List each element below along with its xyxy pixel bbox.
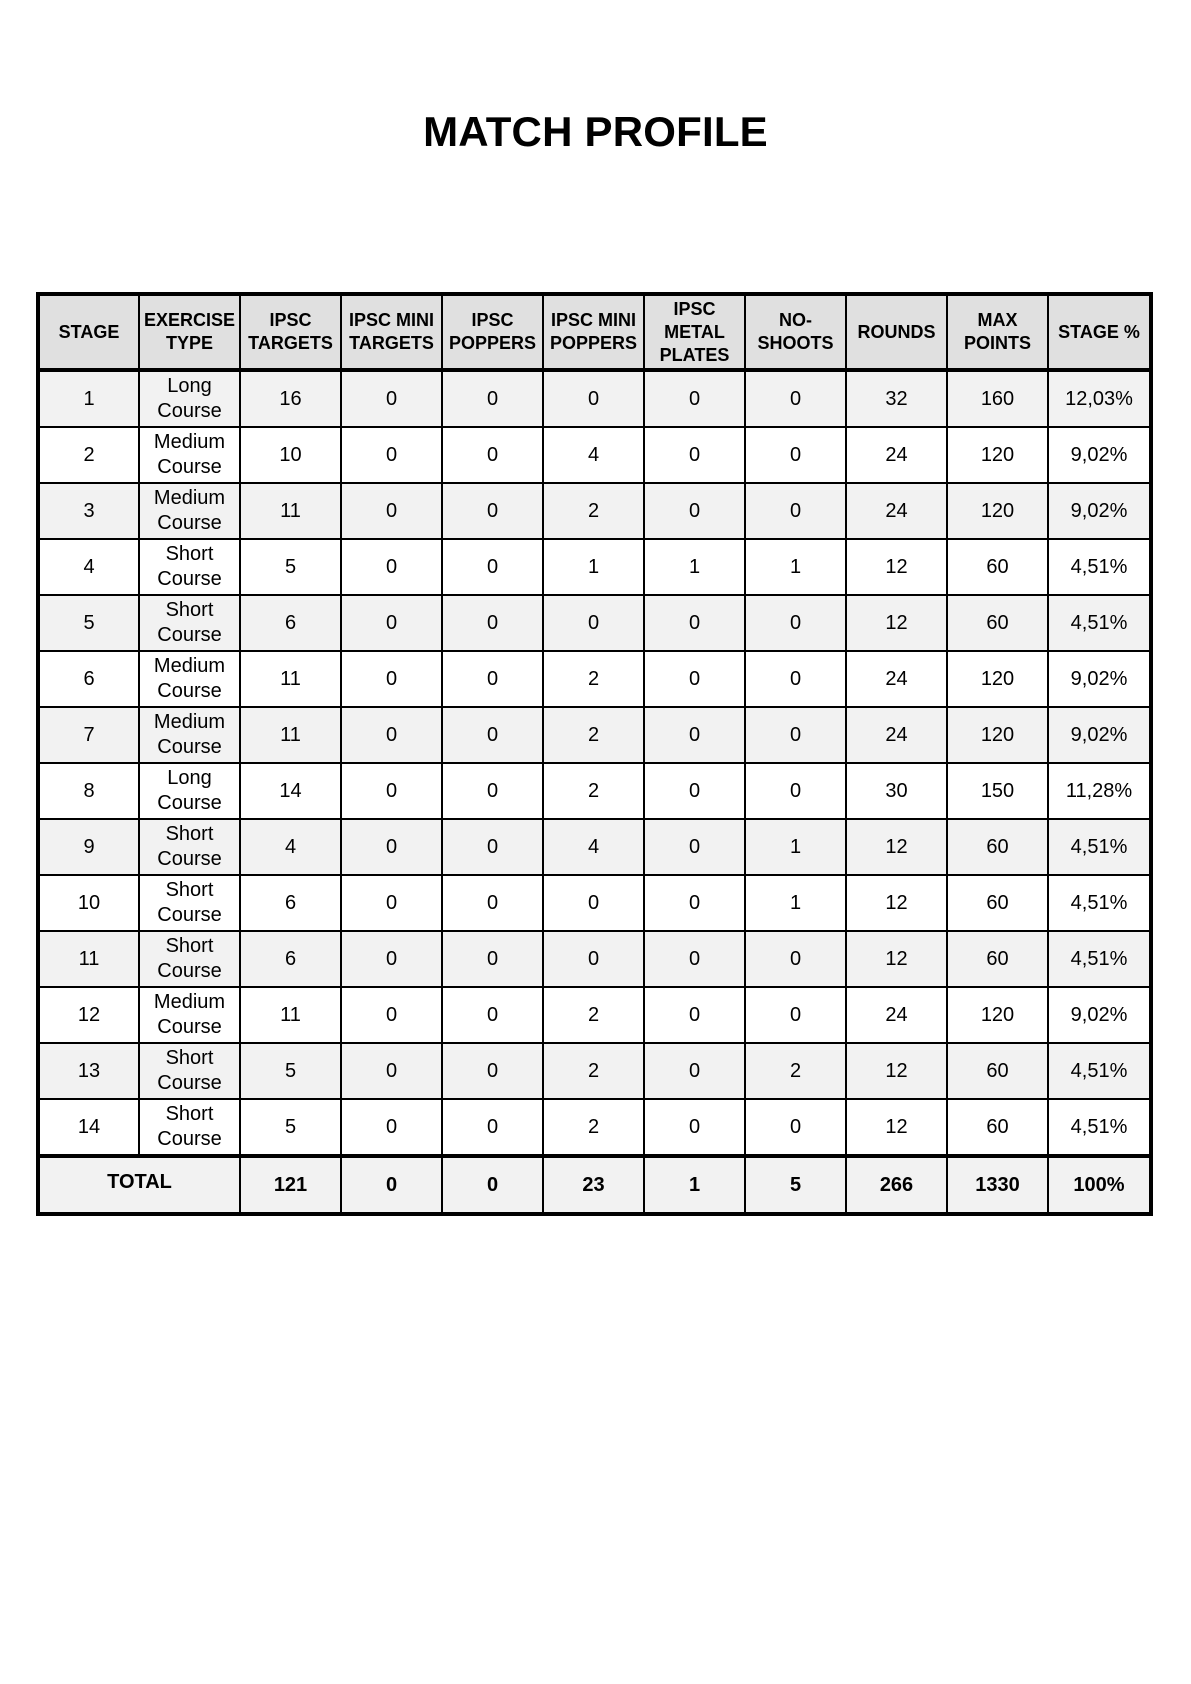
ipsc-metal-plates-cell: 0: [644, 370, 745, 427]
exercise-type-line: Short: [165, 1103, 214, 1125]
rounds-cell: 12: [846, 875, 947, 931]
ipsc-targets-cell: 5: [240, 539, 341, 595]
column-header-line: IPSC MINI: [550, 310, 636, 330]
exercise-type-line: Course: [157, 904, 222, 926]
ipsc-mini-poppers-cell: 2: [543, 987, 644, 1043]
ipsc-metal-plates-cell: 0: [644, 651, 745, 707]
table-row: [38, 931, 1151, 987]
exercise-type-cell: [139, 763, 240, 819]
no-shoots-cell: 0: [745, 427, 846, 483]
rounds-cell: 30: [846, 763, 947, 819]
column-header-line: MAX: [977, 310, 1018, 330]
total-ipsc-mini-poppers: 23: [543, 1156, 644, 1214]
ipsc-targets-cell: 11: [240, 987, 341, 1043]
max-points-cell: 120: [947, 427, 1048, 483]
ipsc-poppers-cell: 0: [442, 427, 543, 483]
stage-cell: 13: [38, 1043, 139, 1099]
match-profile-table: [36, 292, 1153, 1216]
exercise-type-line: Short: [165, 1047, 214, 1069]
total-row: [38, 1156, 1151, 1214]
ipsc-mini-poppers-cell: 4: [543, 427, 644, 483]
column-header-line: IPSC MINI: [348, 310, 434, 330]
exercise-type-line: Course: [157, 736, 222, 758]
column-header: [846, 294, 947, 370]
ipsc-targets-cell: 6: [240, 875, 341, 931]
rounds-cell: 24: [846, 427, 947, 483]
max-points-cell: 120: [947, 651, 1048, 707]
exercise-type-line: Course: [157, 1016, 222, 1038]
column-header-line: EXERCISE: [143, 310, 236, 330]
ipsc-targets-cell: 14: [240, 763, 341, 819]
total-ipsc-metal-plates: 1: [644, 1156, 745, 1214]
ipsc-mini-poppers-cell: 2: [543, 483, 644, 539]
ipsc-poppers-cell: 0: [442, 707, 543, 763]
ipsc-poppers-cell: 0: [442, 931, 543, 987]
no-shoots-cell: 0: [745, 763, 846, 819]
column-header-line: IPSC: [673, 298, 716, 319]
ipsc-metal-plates-cell: 0: [644, 1043, 745, 1099]
exercise-type-line: Medium: [153, 431, 226, 453]
exercise-type-line: Course: [157, 1128, 222, 1150]
rounds-cell: 12: [846, 1043, 947, 1099]
stage-cell: 11: [38, 931, 139, 987]
exercise-type-line: Short: [165, 879, 214, 901]
ipsc-mini-targets-cell: 0: [341, 987, 442, 1043]
ipsc-targets-cell: 11: [240, 483, 341, 539]
stage-cell: 9: [38, 819, 139, 875]
stage-percent-cell: 9,02%: [1048, 707, 1151, 763]
ipsc-metal-plates-cell: 0: [644, 427, 745, 483]
ipsc-metal-plates-cell: 0: [644, 483, 745, 539]
max-points-cell: 120: [947, 483, 1048, 539]
table-row: [38, 987, 1151, 1043]
no-shoots-cell: 0: [745, 931, 846, 987]
ipsc-mini-poppers-cell: 0: [543, 931, 644, 987]
stage-cell: 3: [38, 483, 139, 539]
rounds-cell: 12: [846, 595, 947, 651]
ipsc-mini-targets-cell: 0: [341, 539, 442, 595]
table-row: [38, 1043, 1151, 1099]
stage-percent-cell: 4,51%: [1048, 1099, 1151, 1156]
ipsc-mini-targets-cell: 0: [341, 875, 442, 931]
total-ipsc-targets: 121: [240, 1156, 341, 1214]
max-points-cell: 60: [947, 595, 1048, 651]
stage-percent-cell: 4,51%: [1048, 931, 1151, 987]
rounds-cell: 24: [846, 987, 947, 1043]
rounds-cell: 12: [846, 539, 947, 595]
max-points-cell: 150: [947, 763, 1048, 819]
column-header-line: NO-: [779, 310, 812, 330]
total-stage-percent: 100%: [1048, 1156, 1151, 1214]
column-header-line: ROUNDS: [857, 321, 936, 342]
column-header-line: STAGE %: [1058, 321, 1140, 342]
stage-cell: 1: [38, 370, 139, 427]
no-shoots-cell: 0: [745, 370, 846, 427]
max-points-cell: 60: [947, 539, 1048, 595]
ipsc-mini-targets-cell: 0: [341, 483, 442, 539]
max-points-cell: 60: [947, 931, 1048, 987]
table-row: [38, 539, 1151, 595]
ipsc-metal-plates-cell: 0: [644, 875, 745, 931]
no-shoots-cell: 2: [745, 1043, 846, 1099]
rounds-cell: 32: [846, 370, 947, 427]
ipsc-mini-targets-cell: 0: [341, 595, 442, 651]
exercise-type-cell: [139, 819, 240, 875]
ipsc-mini-targets-cell: 0: [341, 763, 442, 819]
stage-cell: 14: [38, 1099, 139, 1156]
exercise-type-line: Course: [157, 960, 222, 982]
column-header-line: POINTS: [963, 333, 1031, 353]
ipsc-targets-cell: 10: [240, 427, 341, 483]
ipsc-poppers-cell: 0: [442, 1043, 543, 1099]
table-footer: [38, 1156, 1151, 1214]
ipsc-targets-cell: 5: [240, 1043, 341, 1099]
ipsc-metal-plates-cell: 1: [644, 539, 745, 595]
rounds-cell: 12: [846, 1099, 947, 1156]
stage-cell: 12: [38, 987, 139, 1043]
ipsc-mini-poppers-cell: 2: [543, 1043, 644, 1099]
ipsc-mini-targets-cell: 0: [341, 1099, 442, 1156]
ipsc-mini-targets-cell: 0: [341, 651, 442, 707]
exercise-type-line: Course: [157, 568, 222, 590]
ipsc-mini-targets-cell: 0: [341, 370, 442, 427]
column-header-line: STAGE: [58, 321, 120, 342]
column-header: [947, 294, 1048, 370]
ipsc-mini-poppers-cell: 2: [543, 763, 644, 819]
max-points-cell: 120: [947, 987, 1048, 1043]
stage-cell: 6: [38, 651, 139, 707]
ipsc-mini-targets-cell: 0: [341, 707, 442, 763]
column-header: [543, 294, 644, 370]
ipsc-targets-cell: 6: [240, 595, 341, 651]
column-header-line: POPPERS: [448, 333, 537, 353]
table-row: [38, 707, 1151, 763]
exercise-type-line: Medium: [153, 487, 226, 509]
column-header: [240, 294, 341, 370]
total-label: TOTAL: [107, 1170, 172, 1193]
stage-cell: 10: [38, 875, 139, 931]
stage-cell: 7: [38, 707, 139, 763]
ipsc-mini-poppers-cell: 2: [543, 707, 644, 763]
max-points-cell: 60: [947, 1043, 1048, 1099]
table-row: [38, 1099, 1151, 1156]
exercise-type-line: Course: [157, 400, 222, 422]
ipsc-targets-cell: 6: [240, 931, 341, 987]
column-header: [644, 294, 745, 370]
total-ipsc-poppers: 0: [442, 1156, 543, 1214]
table-row: [38, 819, 1151, 875]
rounds-cell: 24: [846, 707, 947, 763]
ipsc-mini-poppers-cell: 2: [543, 651, 644, 707]
exercise-type-cell: [139, 539, 240, 595]
total-label-cell: [38, 1156, 240, 1214]
stage-percent-cell: 4,51%: [1048, 595, 1151, 651]
exercise-type-line: Long: [167, 767, 212, 789]
exercise-type-cell: [139, 987, 240, 1043]
column-header: [745, 294, 846, 370]
exercise-type-line: Course: [157, 792, 222, 814]
total-ipsc-mini-targets: 0: [341, 1156, 442, 1214]
ipsc-targets-cell: 16: [240, 370, 341, 427]
stage-cell: 4: [38, 539, 139, 595]
table-header: [38, 294, 1151, 370]
max-points-cell: 160: [947, 370, 1048, 427]
exercise-type-cell: [139, 875, 240, 931]
max-points-cell: 60: [947, 875, 1048, 931]
column-header: [38, 294, 139, 370]
page-title: MATCH PROFILE: [423, 108, 768, 155]
column-header: [341, 294, 442, 370]
ipsc-metal-plates-cell: 0: [644, 763, 745, 819]
ipsc-mini-targets-cell: 0: [341, 427, 442, 483]
ipsc-mini-poppers-cell: 0: [543, 875, 644, 931]
ipsc-metal-plates-cell: 0: [644, 931, 745, 987]
ipsc-targets-cell: 11: [240, 651, 341, 707]
exercise-type-cell: [139, 427, 240, 483]
stage-percent-cell: 4,51%: [1048, 1043, 1151, 1099]
exercise-type-cell: [139, 1099, 240, 1156]
header-row: [38, 294, 1151, 370]
table-row: [38, 483, 1151, 539]
total-rounds: 266: [846, 1156, 947, 1214]
exercise-type-cell: [139, 595, 240, 651]
no-shoots-cell: 0: [745, 651, 846, 707]
total-max-points: 1330: [947, 1156, 1048, 1214]
exercise-type-cell: [139, 483, 240, 539]
column-header-line: TYPE: [165, 333, 213, 353]
ipsc-poppers-cell: 0: [442, 763, 543, 819]
stage-percent-cell: 9,02%: [1048, 427, 1151, 483]
column-header: [442, 294, 543, 370]
exercise-type-line: Short: [165, 935, 214, 957]
stage-percent-cell: 9,02%: [1048, 651, 1151, 707]
exercise-type-cell: [139, 931, 240, 987]
ipsc-metal-plates-cell: 0: [644, 707, 745, 763]
ipsc-mini-poppers-cell: 0: [543, 370, 644, 427]
ipsc-metal-plates-cell: 0: [644, 987, 745, 1043]
stage-cell: 2: [38, 427, 139, 483]
no-shoots-cell: 0: [745, 483, 846, 539]
stage-percent-cell: 4,51%: [1048, 539, 1151, 595]
exercise-type-cell: [139, 1043, 240, 1099]
ipsc-mini-targets-cell: 0: [341, 931, 442, 987]
ipsc-mini-poppers-cell: 1: [543, 539, 644, 595]
exercise-type-cell: [139, 651, 240, 707]
exercise-type-line: Course: [157, 680, 222, 702]
exercise-type-line: Medium: [153, 991, 226, 1013]
exercise-type-cell: [139, 707, 240, 763]
ipsc-poppers-cell: 0: [442, 651, 543, 707]
ipsc-targets-cell: 11: [240, 707, 341, 763]
ipsc-poppers-cell: 0: [442, 539, 543, 595]
table-row: [38, 370, 1151, 427]
column-header-line: POPPERS: [549, 333, 638, 353]
column-header: [1048, 294, 1151, 370]
max-points-cell: 60: [947, 1099, 1048, 1156]
no-shoots-cell: 1: [745, 819, 846, 875]
column-header-line: TARGETS: [248, 333, 333, 353]
stage-percent-cell: 4,51%: [1048, 875, 1151, 931]
ipsc-poppers-cell: 0: [442, 483, 543, 539]
ipsc-mini-poppers-cell: 2: [543, 1099, 644, 1156]
exercise-type-line: Medium: [153, 655, 226, 677]
column-header-line: TARGETS: [349, 333, 434, 353]
exercise-type-line: Course: [157, 512, 222, 534]
ipsc-poppers-cell: 0: [442, 875, 543, 931]
exercise-type-line: Course: [157, 624, 222, 646]
exercise-type-line: Course: [157, 1072, 222, 1094]
column-header: [139, 294, 240, 370]
total-no-shoots: 5: [745, 1156, 846, 1214]
table-row: [38, 595, 1151, 651]
ipsc-targets-cell: 5: [240, 1099, 341, 1156]
exercise-type-line: Short: [165, 599, 214, 621]
stage-percent-cell: 9,02%: [1048, 987, 1151, 1043]
ipsc-metal-plates-cell: 0: [644, 595, 745, 651]
exercise-type-line: Short: [165, 543, 214, 565]
column-header-line: METAL: [664, 321, 725, 342]
stage-percent-cell: 9,02%: [1048, 483, 1151, 539]
ipsc-mini-targets-cell: 0: [341, 1043, 442, 1099]
ipsc-targets-cell: 4: [240, 819, 341, 875]
exercise-type-line: Medium: [153, 711, 226, 733]
max-points-cell: 120: [947, 707, 1048, 763]
ipsc-metal-plates-cell: 0: [644, 1099, 745, 1156]
ipsc-mini-poppers-cell: 0: [543, 595, 644, 651]
rounds-cell: 24: [846, 651, 947, 707]
no-shoots-cell: 0: [745, 595, 846, 651]
max-points-cell: 60: [947, 819, 1048, 875]
stage-percent-cell: 11,28%: [1048, 763, 1151, 819]
ipsc-mini-targets-cell: 0: [341, 819, 442, 875]
table-row: [38, 427, 1151, 483]
no-shoots-cell: 1: [745, 875, 846, 931]
stage-percent-cell: 12,03%: [1048, 370, 1151, 427]
column-header-line: IPSC: [471, 310, 514, 330]
column-header-line: IPSC: [269, 310, 312, 330]
rounds-cell: 12: [846, 819, 947, 875]
ipsc-poppers-cell: 0: [442, 819, 543, 875]
stage-cell: 8: [38, 763, 139, 819]
no-shoots-cell: 0: [745, 1099, 846, 1156]
stage-percent-cell: 4,51%: [1048, 819, 1151, 875]
table-body: [38, 370, 1151, 1156]
ipsc-poppers-cell: 0: [442, 1099, 543, 1156]
ipsc-poppers-cell: 0: [442, 987, 543, 1043]
exercise-type-line: Course: [157, 456, 222, 478]
table-row: [38, 763, 1151, 819]
rounds-cell: 12: [846, 931, 947, 987]
ipsc-metal-plates-cell: 0: [644, 819, 745, 875]
table-row: [38, 651, 1151, 707]
no-shoots-cell: 0: [745, 987, 846, 1043]
rounds-cell: 24: [846, 483, 947, 539]
stage-cell: 5: [38, 595, 139, 651]
exercise-type-cell: [139, 370, 240, 427]
exercise-type-line: Short: [165, 823, 214, 845]
ipsc-mini-poppers-cell: 4: [543, 819, 644, 875]
column-header-line: SHOOTS: [757, 333, 834, 353]
no-shoots-cell: 1: [745, 539, 846, 595]
table-row: [38, 875, 1151, 931]
no-shoots-cell: 0: [745, 707, 846, 763]
column-header-line: PLATES: [659, 344, 730, 365]
exercise-type-line: Long: [167, 375, 212, 397]
ipsc-poppers-cell: 0: [442, 595, 543, 651]
ipsc-poppers-cell: 0: [442, 370, 543, 427]
exercise-type-line: Course: [157, 848, 222, 870]
